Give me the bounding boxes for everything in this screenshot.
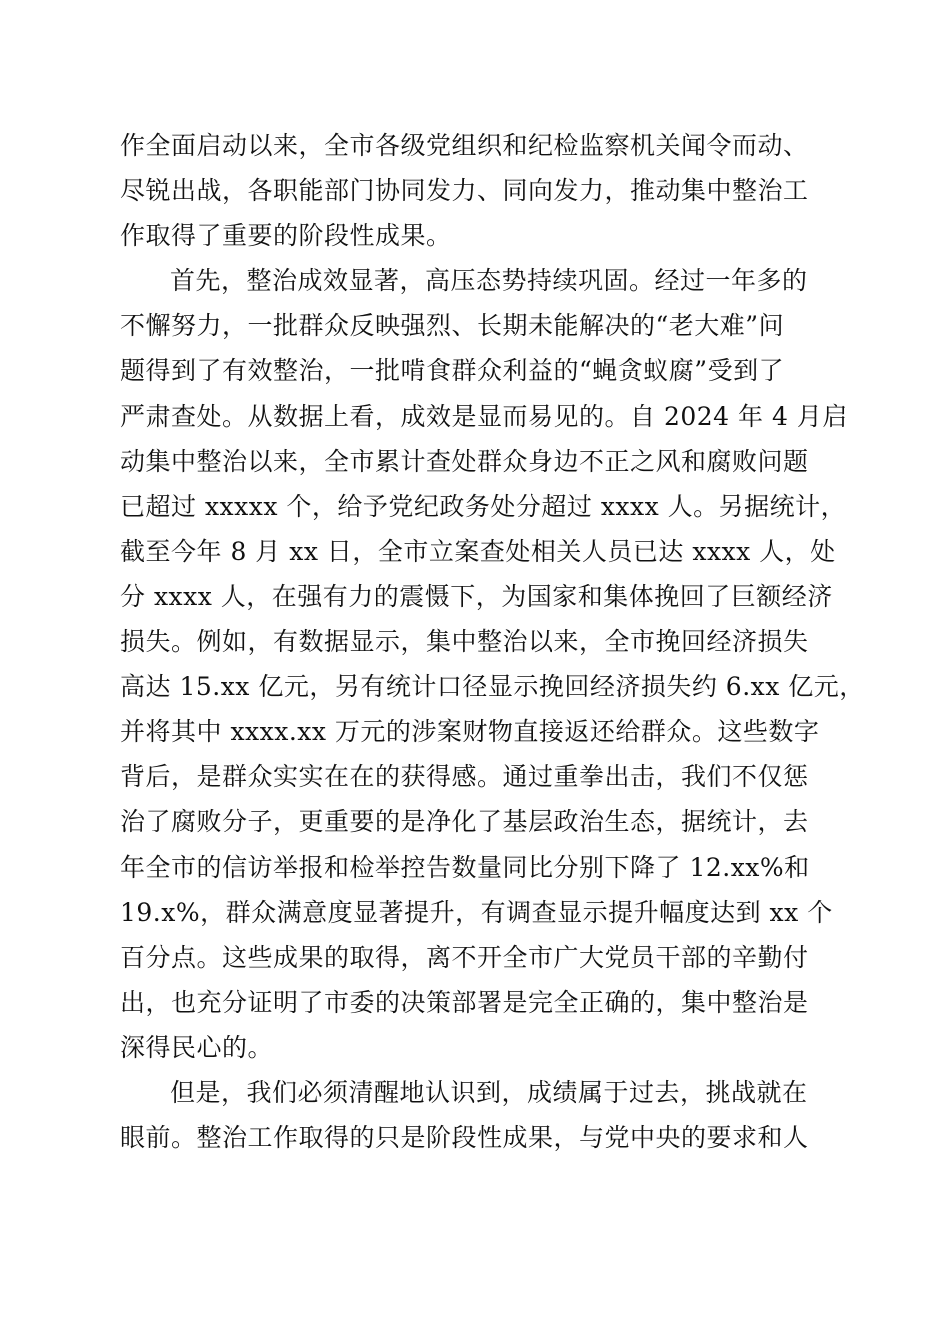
text-line: 作全面启动以来，全市各级党组织和纪检监察机关闻令而动、	[120, 131, 809, 160]
text-line: 不懈努力，一批群众反映强烈、长期未能解决的“老大难”问	[120, 311, 785, 341]
text-line: 治了腐败分子，更重要的是净化了基层政治生态，据统计，去	[120, 807, 809, 837]
text-line: 作取得了重要的阶段性成果。	[120, 221, 452, 251]
text-line: 截至今年 8 月 xx 日，全市立案查处相关人员已达 xxxx 人，处	[120, 536, 836, 566]
text-line: 眼前。整治工作取得的只是阶段性成果，与党中央的要求和人	[120, 1123, 809, 1153]
text-line: 并将其中 xxxx.xx 万元的涉案财物直接返还给群众。这些数字	[120, 717, 820, 747]
text-line: 动集中整治以来，全市累计查处群众身边不正之风和腐败问题	[120, 446, 809, 476]
text-line: 深得民心的。	[120, 1032, 274, 1062]
text-line: 年全市的信访举报和检举控告数量同比分别下降了 12.xx%和	[120, 852, 810, 882]
text-line: 高达 15.xx 亿元，另有统计口径显示挽回经济损失约 6.xx 亿元，	[120, 672, 865, 702]
text-line: 严肃查处。从数据上看，成效是显而易见的。自 2024 年 4 月启	[120, 401, 848, 431]
text-line: 已超过 xxxxx 个，给予党纪政务处分超过 xxxx 人。另据统计，	[120, 491, 847, 521]
text-line: 背后，是群众实实在在的获得感。通过重拳出击，我们不仅惩	[120, 762, 809, 792]
text-line: 19.x%，群众满意度显著提升，有调查显示提升幅度达到 xx 个	[120, 897, 833, 927]
text-line: 损失。例如，有数据显示，集中整治以来，全市挽回经济损失	[120, 627, 809, 657]
text-line: 但是，我们必须清醒地认识到，成绩属于过去，挑战就在	[170, 1077, 808, 1107]
paragraph-challenges	[120, 1070, 832, 1160]
text-line: 百分点。这些成果的取得，离不开全市广大党员干部的辛勤付	[120, 942, 809, 972]
text-line: 题得到了有效整治，一批啃食群众利益的“蝇贪蚁腐”受到了	[120, 356, 785, 386]
paragraph-intro-continuation	[120, 123, 832, 258]
text-line: 出，也充分证明了市委的决策部署是完全正确的，集中整治是	[120, 987, 809, 1017]
paragraph-achievements	[120, 258, 865, 1070]
text-line: 首先，整治成效显著，高压态势持续巩固。经过一年多的	[170, 266, 808, 296]
document-body	[120, 123, 865, 1160]
text-line: 尽锐出战，各职能部门协同发力、同向发力，推动集中整治工	[120, 176, 809, 206]
text-line: 分 xxxx 人，在强有力的震慑下，为国家和集体挽回了巨额经济	[120, 581, 833, 611]
